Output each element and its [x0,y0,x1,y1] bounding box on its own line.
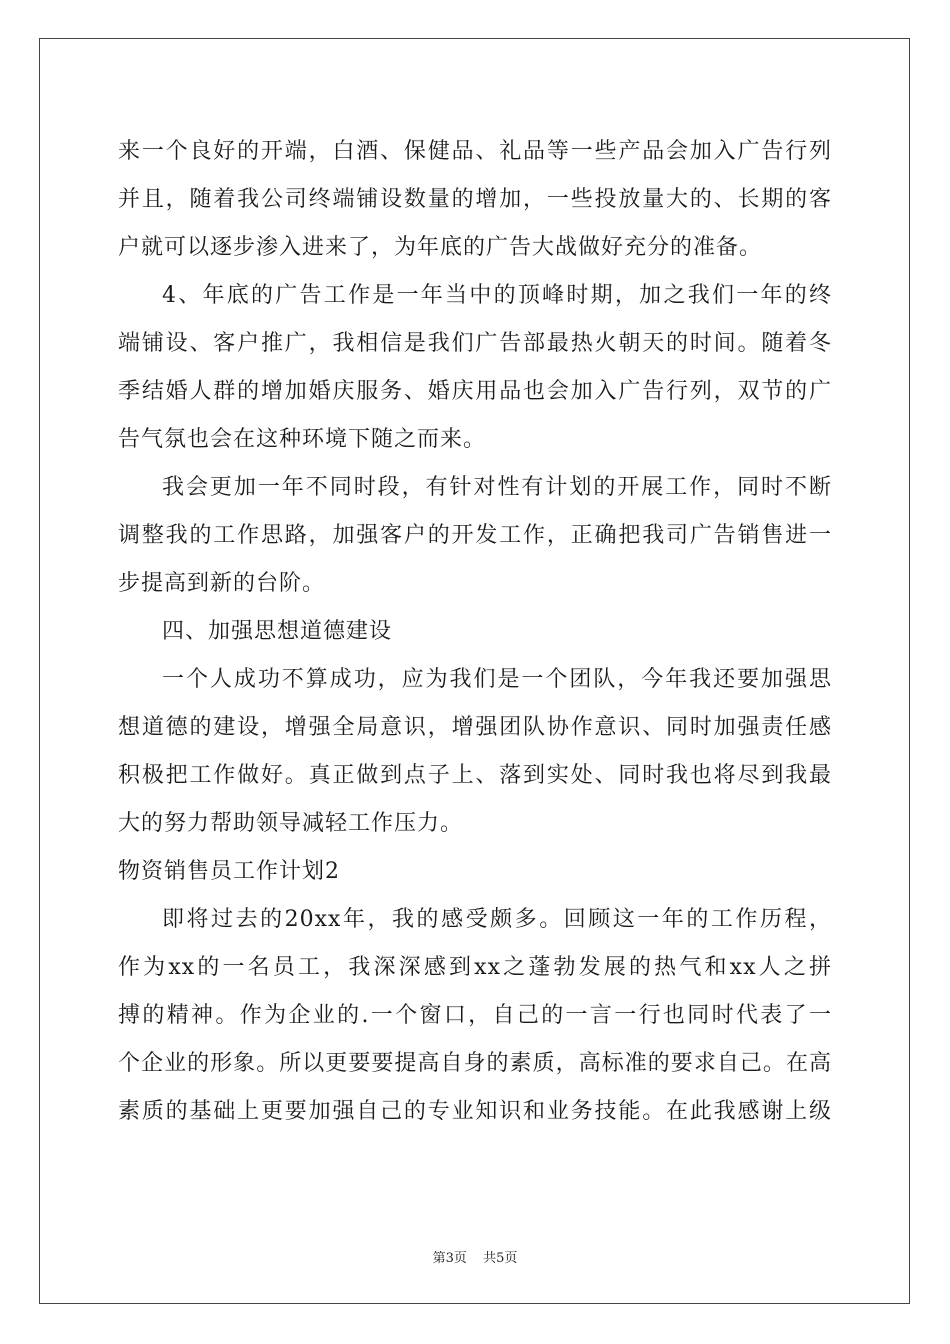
text-line: 积极把工作做好。真正做到点子上、落到实处、同时我也将尽到我最 [118,763,832,788]
text-line: 我会更加一年不同时段，有针对性有计划的开展工作，同时不断 [162,475,832,500]
text-line: 调整我的工作思路，加强客户的开发工作，正确把我司广告销售进一 [118,523,832,548]
text-line: 素质的基础上更要加强自己的专业知识和业务技能。在此我感谢上级 [118,1099,832,1124]
text-line: 端铺设、客户推广，我相信是我们广告部最热火朝天的时间。随着冬 [118,331,832,356]
text-line: 步提高到新的台阶。 [118,571,326,596]
text-line: 作为xx的一名员工，我深深感到xx之蓬勃发展的热气和xx人之拼 [118,955,832,980]
text-line: 搏的精神。作为企业的.一个窗口，自己的一言一行也同时代表了一 [118,1003,832,1028]
text-line: 4、年底的广告工作是一年当中的顶峰时期，加之我们一年的终 [162,283,832,308]
text-line: 来一个良好的开端，白酒、保健品、礼品等一些产品会加入广告行列 [118,139,832,164]
text-line: 个企业的形象。所以更要要提高自身的素质，高标准的要求自己。在高 [118,1051,832,1076]
page-number: 第3页 [432,1251,467,1266]
text-line: 想道德的建设，增强全局意识，增强团队协作意识、同时加强责任感 [118,715,832,740]
page-footer [0,1247,950,1266]
text-line: 一个人成功不算成功，应为我们是一个团队，今年我还要加强思 [162,667,832,692]
text-line: 即将过去的20xx年，我的感受颇多。回顾这一年的工作历程， [162,907,832,932]
text-line: 季结婚人群的增加婚庆服务、婚庆用品也会加入广告行列，双节的广 [118,379,832,404]
page-total: 共5页 [483,1251,518,1266]
document-body [118,128,832,1136]
text-line: 户就可以逐步渗入进来了，为年底的广告大战做好充分的准备。 [118,235,763,260]
text-line: 告气氛也会在这种环境下随之而来。 [118,427,487,452]
text-line: 四、加强思想道德建设 [162,619,393,644]
text-line: 物资销售员工作计划2 [118,859,340,884]
text-line: 大的努力帮助领导减轻工作压力。 [118,811,464,836]
text-line: 并且，随着我公司终端铺设数量的增加，一些投放量大的、长期的客 [118,187,832,212]
